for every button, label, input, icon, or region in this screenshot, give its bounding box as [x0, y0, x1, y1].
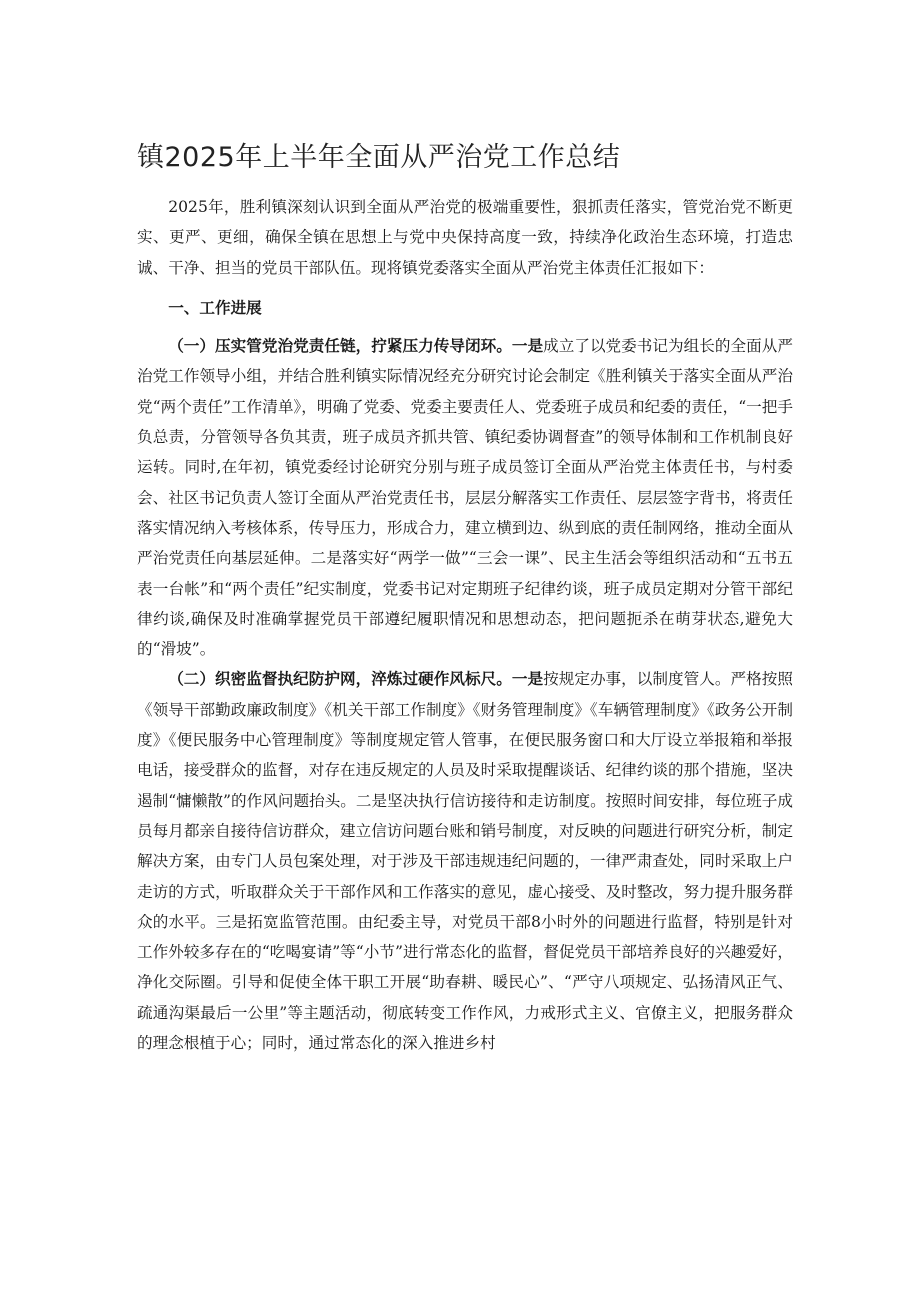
subsection-2-first-point: 一是 [511, 669, 544, 689]
section-heading-progress: 一、工作进展 [168, 297, 262, 317]
document-page [137, 138, 793, 1058]
subsection-1-first-point: 一是 [511, 336, 544, 356]
subsection-2-lead: （二）织密监督执纪防护网，淬炼过硬作风标尺。 [168, 669, 512, 689]
intro-paragraph: 2025年，胜利镇深刻认识到全面从严治党的极端重要性，狠抓责任落实，管党治党不断更实、更严、更细，确保全镇在思想上与党中央保持高度一致，持续净化政治生态环境，打造忠诚、干净、担当的党员干部队伍。现将镇党委落实全面从严治党主体责任汇报如下： [137, 198, 793, 277]
subsection-1-body: 成立了以党委书记为组长的全面从严治党工作领导小组，并结合胜利镇实际情况经充分研究讨论会制定《胜利镇关于落实全面从严治党“两个责任”工作清单》，明确了党委、党委主要责任人、党委班子成员和纪委的责任，“一把手负总责，分管领导各负其责，班子成员齐抓共管、镇纪委协调督查”的领导体制和工作机制良好运转。同时,在年初，镇党委经讨论研究分别与班子成员签订全面从严治党主体责任书，与村委会、社区书记负责人签订全面从严治党责任书，层层分解落实工作责任、层层签字背书，将责任落实情况纳入考核体系，传导压力，形成合力，建立横到边、纵到底的责任制网络，推动全面从严治党责任向基层延伸。二是落实好“两学一做”“三会一课”、民主生活会等组织活动和“五书五表一台帐”和“两个责任”纪实制度，党委书记对定期班子纪律约谈，班子成员定期对分管干部纪律约谈,确保及时准确掌握党员干部遵纪履职情况和思想动态，把问题扼杀在萌芽状态,避免大的“滑坡”。 [137, 337, 793, 659]
subsection-2-paragraph [137, 664, 793, 1058]
document-title: 镇2025年上半年全面从严治党工作总结 [137, 142, 621, 173]
subsection-1-paragraph [137, 331, 793, 664]
subsection-2-body: 按规定办事，以制度管人。严格按照《领导干部勤政廉政制度》《机关干部工作制度》《财务管理制度》《车辆管理制度》《政务公开制度》《便民服务中心管理制度》等制度规定管人管事，在便民服务窗口和大厅设立举报箱和举报电话，接受群众的监督，对存在违反规定的人员及时采取提醒谈话、纪律约谈的那个措施，坚决遏制“慵懒散”的作风问题抬头。二是坚决执行信访接待和走访制度。按照时间安排，每位班子成员每月都亲自接待信访群众，建立信访问题台账和销号制度，对反映的问题进行研究分析，制定解决方案，由专门人员包案处理，对于涉及干部违规违纪问题的，一律严肃查处，同时采取上户走访的方式，听取群众关于干部作风和工作落实的意见，虚心接受、及时整改，努力提升服务群众的水平。三是拓宽监管范围。由纪委主导，对党员干部8小时外的问题进行监督，特别是针对工作外较多存在的“吃喝宴请”等“小节”进行常态化的监督，督促党员干部培养良好的兴趣爱好，净化交际圈。引导和促使全体干职工开展“助春耕、暖民心”、“严守八项规定、弘扬清风正气、疏通沟渠最后一公里”等主题活动，彻底转变工作作风，力戒形式主义、官僚主义，把服务群众的理念根植于心；同时，通过常态化的深入推进乡村 [137, 670, 793, 1053]
subsection-1-lead: （一）压实管党治党责任链，拧紧压力传导闭环。 [168, 336, 512, 356]
